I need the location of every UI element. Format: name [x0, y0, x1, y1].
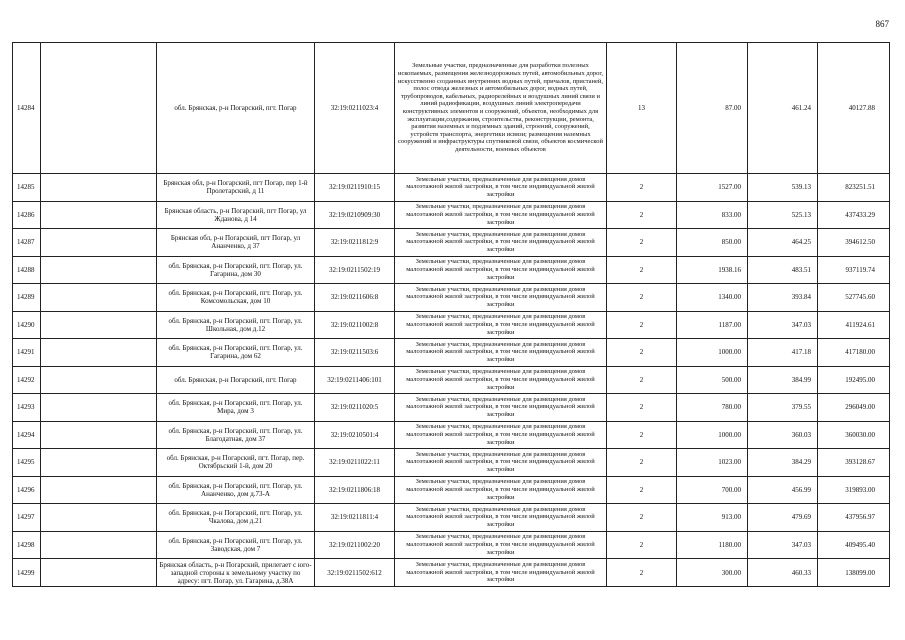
group-number-cell: 2	[607, 531, 677, 559]
cadastral-number-cell: 32:19:0211806:18	[315, 476, 395, 504]
row-id-cell: 14293	[13, 394, 41, 422]
blank-cell	[41, 174, 157, 202]
area-cell: 1180.00	[677, 531, 748, 559]
blank-cell	[41, 284, 157, 312]
group-number-cell: 2	[607, 559, 677, 587]
cadastral-value-cell: 40127.88	[818, 43, 890, 174]
row-id-cell: 14284	[13, 43, 41, 174]
specific-value-cell: 539.13	[748, 174, 818, 202]
table-row	[13, 421, 890, 449]
group-number-cell: 2	[607, 449, 677, 477]
group-number-cell: 2	[607, 311, 677, 339]
cadastral-value-cell: 393128.67	[818, 449, 890, 477]
address-cell: обл. Брянская, р-н Погарский, пгт. Погар, ул. Чкалова, дом д.21	[157, 504, 315, 532]
address-cell: обл. Брянская, р-н Погарский, пгт. Погар	[157, 366, 315, 394]
land-use-cell: Земельные участки, предназначенные для размещения домов малоэтажной жилой застройки, в том числе индивидуальной жилой застройки	[395, 531, 607, 559]
area-cell: 1527.00	[677, 174, 748, 202]
row-id-cell: 14297	[13, 504, 41, 532]
land-use-cell: Земельные участки, предназначенные для разработки полезных ископаемых, размещения железнодорожных путей, автомобильных дорог, искусственно созданных внутренних водных путей, причалов, пристаней, полос отвода железных и автомобильных дорог, водных путей, трубопроводов, кабельных, радиорелейных и воздушных линий связи и линий радиофикации, воздушных линий электропередачи конструктивных элементов и сооружений, объектов, необходимых для эксплуатации,содержания, строительства, реконструкции, ремонта, развития наземных и подземных зданий, строений, сооружений, устройств транспорта, энергетики исвязи; размещения наземных сооружений и инфраструктуры спутниковой связи, объектов космической деятельности, военных объектов	[395, 43, 607, 174]
table-row	[13, 311, 890, 339]
table-row	[13, 531, 890, 559]
area-cell: 700.00	[677, 476, 748, 504]
table-row	[13, 476, 890, 504]
address-cell: Брянская обл, р-н Погарский, пгт Погар, ул Ананченко, д 37	[157, 229, 315, 257]
blank-cell	[41, 421, 157, 449]
cadastral-number-cell: 32:19:0211812:9	[315, 229, 395, 257]
group-number-cell: 13	[607, 43, 677, 174]
group-number-cell: 2	[607, 256, 677, 284]
land-use-cell: Земельные участки, предназначенные для размещения домов малоэтажной жилой застройки, в том числе индивидуальной жилой застройки	[395, 311, 607, 339]
area-cell: 913.00	[677, 504, 748, 532]
cadastral-value-cell: 411924.61	[818, 311, 890, 339]
address-cell: обл. Брянская, р-н Погарский, пгт. Погар, ул. Комсомольская, дом 10	[157, 284, 315, 312]
area-cell: 1938.16	[677, 256, 748, 284]
table-row	[13, 229, 890, 257]
cadastral-value-cell: 437956.97	[818, 504, 890, 532]
blank-cell	[41, 201, 157, 229]
cadastral-number-cell: 32:19:0211503:6	[315, 339, 395, 367]
land-use-cell: Земельные участки, предназначенные для размещения домов малоэтажной жилой застройки, в том числе индивидуальной жилой застройки	[395, 366, 607, 394]
specific-value-cell: 384.29	[748, 449, 818, 477]
specific-value-cell: 525.13	[748, 201, 818, 229]
land-use-cell: Земельные участки, предназначенные для размещения домов малоэтажной жилой застройки, в том числе индивидуальной жилой застройки	[395, 421, 607, 449]
area-cell: 500.00	[677, 366, 748, 394]
specific-value-cell: 393.84	[748, 284, 818, 312]
specific-value-cell: 460.33	[748, 559, 818, 587]
blank-cell	[41, 531, 157, 559]
group-number-cell: 2	[607, 421, 677, 449]
cadastral-value-cell: 527745.60	[818, 284, 890, 312]
group-number-cell: 2	[607, 339, 677, 367]
cadastral-value-cell: 437433.29	[818, 201, 890, 229]
group-number-cell: 2	[607, 394, 677, 422]
specific-value-cell: 347.03	[748, 531, 818, 559]
table-row	[13, 366, 890, 394]
group-number-cell: 2	[607, 284, 677, 312]
address-cell: обл. Брянская, р-н Погарский, пгт. Погар, ул. Заводская, дом 7	[157, 531, 315, 559]
land-use-cell: Земельные участки, предназначенные для размещения домов малоэтажной жилой застройки, в том числе индивидуальной жилой застройки	[395, 339, 607, 367]
row-id-cell: 14286	[13, 201, 41, 229]
row-id-cell: 14289	[13, 284, 41, 312]
row-id-cell: 14299	[13, 559, 41, 587]
cadastral-value-cell: 394612.50	[818, 229, 890, 257]
table-row	[13, 394, 890, 422]
area-cell: 1340.00	[677, 284, 748, 312]
cadastral-value-cell: 823251.51	[818, 174, 890, 202]
address-cell: обл. Брянская, р-н Погарский, пгт. Погар, ул. Мира, дом 3	[157, 394, 315, 422]
land-use-cell: Земельные участки, предназначенные для размещения домов малоэтажной жилой застройки, в том числе индивидуальной жилой застройки	[395, 394, 607, 422]
cadastral-number-cell: 32:19:0211811:4	[315, 504, 395, 532]
cadastral-number-cell: 32:19:0210909:30	[315, 201, 395, 229]
cadastral-number-cell: 32:19:0211023:4	[315, 43, 395, 174]
blank-cell	[41, 559, 157, 587]
row-id-cell: 14290	[13, 311, 41, 339]
address-cell: обл. Брянская, р-н Погарский, пгт. Погар	[157, 43, 315, 174]
blank-cell	[41, 449, 157, 477]
group-number-cell: 2	[607, 201, 677, 229]
row-id-cell: 14296	[13, 476, 41, 504]
specific-value-cell: 479.69	[748, 504, 818, 532]
row-id-cell: 14292	[13, 366, 41, 394]
table-row	[13, 201, 890, 229]
address-cell: обл. Брянская, р-н Погарский, пгт. Погар, ул. Гагарина, дом 30	[157, 256, 315, 284]
cadastral-number-cell: 32:19:0211022:11	[315, 449, 395, 477]
cadastral-number-cell: 32:19:0210501:4	[315, 421, 395, 449]
land-use-cell: Земельные участки, предназначенные для размещения домов малоэтажной жилой застройки, в том числе индивидуальной жилой застройки	[395, 284, 607, 312]
table-row	[13, 339, 890, 367]
blank-cell	[41, 43, 157, 174]
row-id-cell: 14285	[13, 174, 41, 202]
specific-value-cell: 347.03	[748, 311, 818, 339]
area-cell: 87.00	[677, 43, 748, 174]
area-cell: 1000.00	[677, 339, 748, 367]
blank-cell	[41, 229, 157, 257]
area-cell: 833.00	[677, 201, 748, 229]
area-cell: 780.00	[677, 394, 748, 422]
blank-cell	[41, 394, 157, 422]
cadastral-value-cell: 417180.00	[818, 339, 890, 367]
cadastral-value-cell: 296049.00	[818, 394, 890, 422]
page-number: 867	[875, 19, 889, 29]
specific-value-cell: 464.25	[748, 229, 818, 257]
address-cell: обл. Брянская, р-н Погарский, пгт. Погар, ул. Благодатная, дом 37	[157, 421, 315, 449]
cadastral-value-cell: 937119.74	[818, 256, 890, 284]
cadastral-number-cell: 32:19:0211910:15	[315, 174, 395, 202]
row-id-cell: 14298	[13, 531, 41, 559]
cadastral-number-cell: 32:19:0211502:612	[315, 559, 395, 587]
address-cell: Брянская обл, р-н Погарский, пгт Погар, пер 1-й Пролетарский, д 11	[157, 174, 315, 202]
cadastral-value-cell: 409495.40	[818, 531, 890, 559]
specific-value-cell: 417.18	[748, 339, 818, 367]
specific-value-cell: 379.55	[748, 394, 818, 422]
area-cell: 1000.00	[677, 421, 748, 449]
blank-cell	[41, 366, 157, 394]
address-cell: Брянская область, р-н Погарский, прилегает с юго-западной стороны к земельному участку по адресу: пгт. Погар, ул. Гагарина, д.38А	[157, 559, 315, 587]
group-number-cell: 2	[607, 476, 677, 504]
blank-cell	[41, 504, 157, 532]
land-use-cell: Земельные участки, предназначенные для размещения домов малоэтажной жилой застройки, в том числе индивидуальной жилой застройки	[395, 174, 607, 202]
address-cell: обл. Брянская, р-н Погарский, пгт. Погар, ул. Школьная, дом д.12	[157, 311, 315, 339]
table-row	[13, 559, 890, 587]
blank-cell	[41, 311, 157, 339]
blank-cell	[41, 476, 157, 504]
land-use-cell: Земельные участки, предназначенные для размещения домов малоэтажной жилой застройки, в том числе индивидуальной жилой застройки	[395, 476, 607, 504]
group-number-cell: 2	[607, 504, 677, 532]
row-id-cell: 14288	[13, 256, 41, 284]
row-id-cell: 14291	[13, 339, 41, 367]
row-id-cell: 14294	[13, 421, 41, 449]
blank-cell	[41, 339, 157, 367]
area-cell: 300.00	[677, 559, 748, 587]
table-body	[13, 43, 890, 587]
cadastral-value-cell: 319893.00	[818, 476, 890, 504]
specific-value-cell: 461.24	[748, 43, 818, 174]
land-use-cell: Земельные участки, предназначенные для размещения домов малоэтажной жилой застройки, в том числе индивидуальной жилой застройки	[395, 559, 607, 587]
land-use-cell: Земельные участки, предназначенные для размещения домов малоэтажной жилой застройки, в том числе индивидуальной жилой застройки	[395, 449, 607, 477]
group-number-cell: 2	[607, 366, 677, 394]
area-cell: 1187.00	[677, 311, 748, 339]
cadastral-value-cell: 192495.00	[818, 366, 890, 394]
land-use-cell: Земельные участки, предназначенные для размещения домов малоэтажной жилой застройки, в том числе индивидуальной жилой застройки	[395, 504, 607, 532]
cadastral-number-cell: 32:19:0211406:101	[315, 366, 395, 394]
cadastral-number-cell: 32:19:0211606:8	[315, 284, 395, 312]
specific-value-cell: 483.51	[748, 256, 818, 284]
cadastral-number-cell: 32:19:0211002:20	[315, 531, 395, 559]
cadastral-value-cell: 138099.00	[818, 559, 890, 587]
cadastral-number-cell: 32:19:0211020:5	[315, 394, 395, 422]
cadastral-number-cell: 32:19:0211502:19	[315, 256, 395, 284]
group-number-cell: 2	[607, 229, 677, 257]
table-row	[13, 43, 890, 174]
specific-value-cell: 360.03	[748, 421, 818, 449]
area-cell: 850.00	[677, 229, 748, 257]
land-use-cell: Земельные участки, предназначенные для размещения домов малоэтажной жилой застройки, в том числе индивидуальной жилой застройки	[395, 256, 607, 284]
table-row	[13, 256, 890, 284]
area-cell: 1023.00	[677, 449, 748, 477]
address-cell: обл. Брянская, р-н Погарский, пгт. Погар, ул. Гагарина, дом 62	[157, 339, 315, 367]
blank-cell	[41, 256, 157, 284]
row-id-cell: 14287	[13, 229, 41, 257]
table-row	[13, 504, 890, 532]
table-row	[13, 174, 890, 202]
address-cell: Брянская область, р-н Погарский, пгт Погар, ул Жданова, д 14	[157, 201, 315, 229]
cadastral-value-cell: 360030.00	[818, 421, 890, 449]
specific-value-cell: 456.99	[748, 476, 818, 504]
cadastral-number-cell: 32:19:0211002:8	[315, 311, 395, 339]
table-row	[13, 284, 890, 312]
specific-value-cell: 384.99	[748, 366, 818, 394]
table-row	[13, 449, 890, 477]
address-cell: обл. Брянская, р-н Погарский, пгт. Погар, ул. Ананченко, дом д.73-А	[157, 476, 315, 504]
land-use-cell: Земельные участки, предназначенные для размещения домов малоэтажной жилой застройки, в том числе индивидуальной жилой застройки	[395, 201, 607, 229]
row-id-cell: 14295	[13, 449, 41, 477]
land-use-cell: Земельные участки, предназначенные для размещения домов малоэтажной жилой застройки, в том числе индивидуальной жилой застройки	[395, 229, 607, 257]
cadastral-value-table	[12, 42, 890, 587]
address-cell: обл. Брянская, р-н Погарский, пгт. Погар, пер. Октябрьский 1-й, дом 20	[157, 449, 315, 477]
group-number-cell: 2	[607, 174, 677, 202]
